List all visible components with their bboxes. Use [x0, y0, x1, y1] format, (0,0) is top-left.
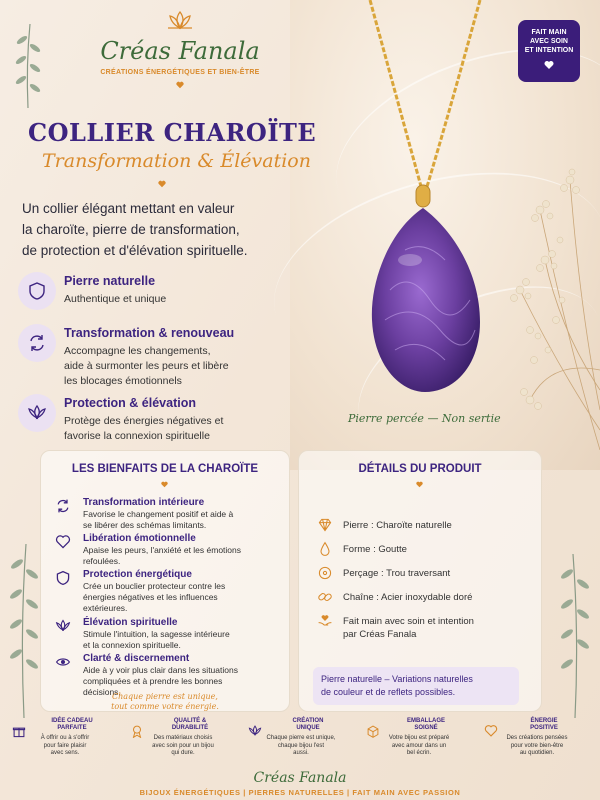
handmade-badge	[518, 20, 580, 82]
leaf-sprig-right-bottom	[555, 550, 595, 720]
feature-title: Protection & élévation	[64, 396, 196, 410]
badge-line: ET INTENTION	[524, 47, 574, 54]
benefit-line: énergies négatives et les influences	[83, 592, 218, 602]
benefit-line: refoulées.	[83, 556, 121, 566]
benefit-line: extérieures.	[83, 603, 128, 613]
lotus-logo-icon	[166, 10, 194, 30]
detail-text: Chaîne : Acier inoxydable doré	[343, 592, 473, 603]
strip-line: bel écrin.	[406, 750, 432, 756]
strip-line: À offrir ou à s'offrir	[40, 735, 90, 741]
shield-icon	[55, 570, 71, 586]
heart-divider-icon	[158, 180, 166, 188]
detail-text: Perçage : Trou traversant	[343, 568, 451, 579]
box-icon	[366, 724, 380, 738]
brand-logo	[90, 10, 270, 94]
strip-title: IDÉE CADEAU	[51, 718, 93, 724]
details-title: DÉTAILS DU PRODUIT	[358, 463, 482, 475]
leaf-sprig-left-bottom	[4, 540, 44, 720]
natural-variation-note	[313, 667, 519, 705]
benefit-line: Stimule l'intuition, la sagesse intérieure	[83, 629, 230, 639]
gift-icon	[12, 724, 26, 738]
renew-icon	[55, 498, 71, 514]
feature-desc	[64, 344, 304, 389]
benefit-line: Favorise le changement positif et aide à	[83, 509, 234, 519]
heart-divider-icon	[161, 481, 168, 488]
feature-desc	[64, 292, 304, 307]
benefit-title: Protection énergétique	[83, 569, 192, 580]
strip-line: aussi.	[293, 750, 309, 756]
footer-tagline: BIJOUX ÉNERGÉTIQUES | PIERRES NATURELLES | FAIT MAIN AVEC PASSION	[139, 788, 461, 797]
unique-stone-note	[100, 692, 230, 712]
feature-line: Protège des énergies négatives et	[64, 415, 224, 427]
feature-line: Accompagne les changements,	[64, 345, 211, 357]
benefits-panel	[40, 450, 290, 712]
strip-line: chaque bijou l'est	[277, 742, 325, 749]
eye-icon	[55, 654, 71, 670]
benefit-title: Élévation spirituelle	[83, 617, 178, 628]
benefit-desc	[83, 629, 293, 651]
benefit-line: Apaise les peurs, l'anxiété et les émotions	[83, 545, 242, 555]
brand-name: Créas Fanala	[100, 37, 260, 65]
heart-icon	[544, 60, 554, 70]
detail-text: Pierre : Charoïte naturelle	[343, 520, 452, 531]
medal-icon	[130, 724, 144, 738]
strip-title: POSITIVE	[530, 725, 558, 731]
strip-title: PARFAITE	[57, 725, 87, 731]
lotus-icon	[248, 724, 262, 738]
heart-icon	[55, 534, 71, 550]
detail-text	[343, 615, 513, 641]
strip-title: SOIGNÉ	[414, 725, 438, 731]
feature-line: Authentique et unique	[64, 293, 167, 305]
benefit-desc	[83, 545, 293, 567]
intro-line: la charoïte, pierre de transformation,	[22, 222, 240, 237]
dried-flowers	[500, 150, 600, 450]
benefits-title: LES BIENFAITS DE LA CHAROÏTE	[71, 463, 259, 475]
product-title: COLLIER CHAROÏTE	[28, 118, 317, 147]
unique-note-line: tout comme votre énergie.	[111, 702, 219, 711]
strip-item-quality	[128, 718, 238, 758]
leaf-sprig-left-top	[8, 20, 48, 110]
benefit-line: et la connexion spirituelle.	[83, 640, 181, 650]
feature-desc	[64, 414, 304, 444]
strip-line: pour votre bien-être	[510, 742, 564, 749]
benefit-line: Aide à y voir plus clair dans les situations	[83, 665, 238, 675]
feature-line: les blocages émotionnels	[64, 375, 182, 387]
detail-line: par Créas Fanala	[343, 629, 417, 640]
strip-item-packaging	[364, 718, 474, 758]
strip-item-gift	[10, 718, 120, 758]
charoite-necklace-image	[330, 0, 510, 400]
detail-line: Fait main avec soin et intention	[343, 616, 474, 627]
feature-line: favorise la connexion spirituelle	[64, 430, 210, 442]
heart-divider-icon	[416, 481, 423, 488]
strip-title: EMBALLAGE	[407, 718, 445, 724]
benefit-line: compliquées et à prendre les bonnes	[83, 676, 223, 686]
intro-line: Un collier élégant mettant en valeur	[22, 201, 235, 216]
strip-title: QUALITÉ &	[173, 718, 207, 724]
feature-line: aide à surmonter les peurs et libère	[64, 360, 229, 372]
strip-title: CRÉATION	[292, 718, 324, 724]
benefits-strip	[0, 718, 600, 768]
feature-title: Pierre naturelle	[64, 274, 156, 288]
drop-icon	[317, 541, 333, 557]
strip-line: pour faire plaisir	[43, 742, 87, 749]
benefit-title: Clarté & discernement	[83, 653, 190, 664]
strip-line: avec soin pour un bijou	[152, 742, 214, 749]
strip-title: UNIQUE	[296, 725, 320, 731]
benefit-title: Transformation intérieure	[83, 497, 205, 508]
strip-title: DURABILITÉ	[171, 725, 209, 731]
lotus-icon	[55, 618, 71, 634]
intro-line: de protection et d'élévation spirituelle.	[22, 243, 248, 258]
product-subtitle: Transformation & Élévation	[42, 150, 311, 172]
pierced-stone-note: Pierre percée — Non sertie	[348, 412, 501, 425]
shield-icon	[18, 272, 56, 310]
feature-title: Transformation & renouveau	[64, 326, 235, 340]
badge-line: FAIT MAIN	[531, 29, 567, 36]
strip-item-energy	[482, 718, 592, 758]
gem-icon	[317, 517, 333, 533]
ring-icon	[317, 565, 333, 581]
benefit-line: Crée un bouclier protecteur contre les	[83, 581, 226, 591]
benefit-desc	[83, 509, 293, 531]
benefit-line: décisions.	[83, 687, 121, 697]
details-panel	[298, 450, 542, 712]
footer-brand: Créas Fanala	[253, 770, 347, 786]
heart-divider-icon	[176, 81, 184, 89]
note-line: de couleur et de reflets possibles.	[321, 687, 456, 697]
strip-line: avec amour dans un	[391, 742, 447, 749]
product-intro	[22, 198, 302, 261]
note-line: Pierre naturelle – Variations naturelles	[321, 674, 473, 684]
strip-title: ÉNERGIE	[530, 718, 558, 724]
hands-heart-icon	[317, 613, 333, 629]
chain-icon	[317, 589, 333, 605]
lotus-icon	[18, 394, 56, 432]
strip-line: au quotidien.	[519, 750, 555, 756]
strip-line: Votre bijou est préparé	[388, 735, 450, 741]
brand-tagline: CRÉATIONS ÉNERGÉTIQUES ET BIEN-ÊTRE	[100, 69, 260, 76]
strip-line: Des matériaux choisis	[153, 735, 213, 741]
detail-text: Forme : Goutte	[343, 544, 407, 555]
strip-line: Des créations pensées	[506, 735, 568, 741]
benefit-title: Libération émotionnelle	[83, 533, 196, 544]
strip-item-unique	[246, 718, 356, 758]
benefit-desc	[83, 581, 293, 614]
benefit-line: se libérer des schémas limitants.	[83, 520, 207, 530]
unique-note-line: Chaque pierre est unique,	[112, 692, 218, 701]
heart-icon	[484, 724, 498, 738]
badge-line: AVEC SOIN	[530, 38, 568, 45]
strip-line: qui dure.	[171, 750, 195, 756]
strip-line: avec sens.	[50, 750, 80, 756]
strip-line: Chaque pierre est unique,	[266, 735, 336, 741]
renew-icon	[18, 324, 56, 362]
